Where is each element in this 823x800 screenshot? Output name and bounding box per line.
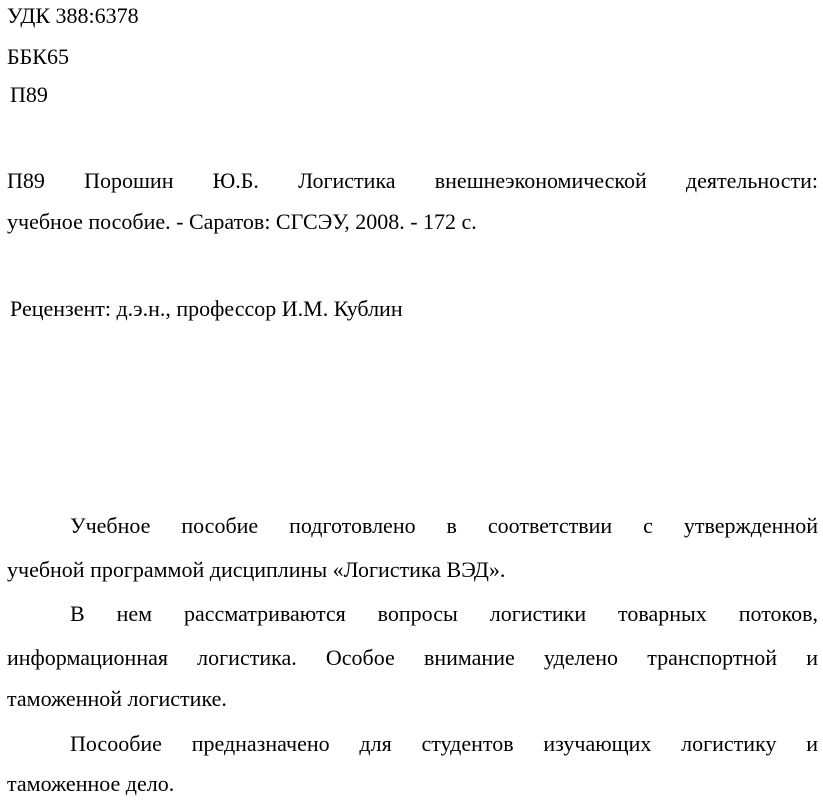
citation-line-2: учебное пособие. - Саратов: СГСЭУ, 2008. - 172 с. bbox=[7, 209, 477, 234]
bbk-code: ББК65 bbox=[7, 44, 69, 69]
abstract-p1-line-2: учебной программой дисциплины «Логистика ВЭД». bbox=[7, 557, 506, 582]
abstract-p3-line-2: таможенное дело. bbox=[7, 771, 175, 796]
abstract-p3-line-1: Посообие предназначено для студентов изучающих логистику и bbox=[70, 731, 818, 756]
citation-line-1: П89 Порошин Ю.Б. Логистика внешнеэкономической деятельности: bbox=[7, 168, 818, 193]
abstract-p2-line-1: В нем рассматриваются вопросы логистики товарных потоков, bbox=[70, 601, 818, 626]
abstract-p1-line-1: Учебное пособие подготовлено в соответствии с утвержденной bbox=[70, 513, 818, 538]
author-code: П89 bbox=[10, 82, 48, 107]
abstract-p2-line-2: информационная логистика. Особое внимание уделено транспортной и bbox=[7, 645, 818, 670]
udk-code: УДК 388:6378 bbox=[7, 3, 139, 28]
reviewer-line: Рецензент: д.э.н., профессор И.М. Кублин bbox=[10, 296, 403, 321]
abstract-p2-line-3: таможенной логистике. bbox=[7, 686, 227, 711]
